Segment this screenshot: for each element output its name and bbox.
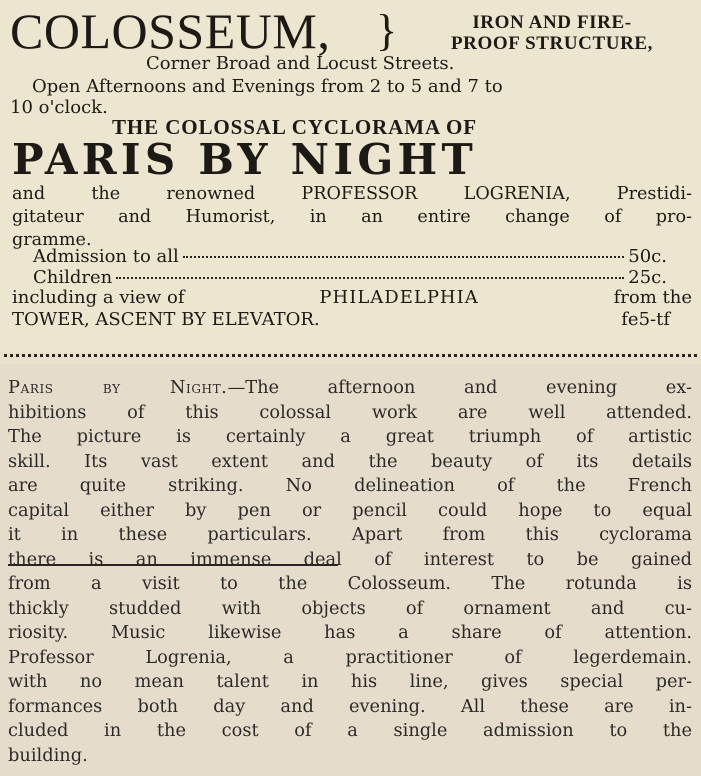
article-line: capital either by pen or pencil could hope to equal bbox=[8, 499, 692, 521]
ad-header bbox=[10, 3, 694, 59]
brace-mark: } bbox=[376, 6, 398, 55]
article-line: building. bbox=[8, 744, 88, 766]
ad-code: fe5-tf bbox=[621, 309, 670, 330]
dotted-separator bbox=[4, 354, 697, 357]
professor-line-2: gitateur and Humorist, in an entire change of pro- bbox=[12, 207, 692, 227]
including-line bbox=[12, 287, 692, 309]
address-line: Corner Broad and Locust Streets. bbox=[146, 53, 455, 74]
article-line: formances both day and evening. All these are in- bbox=[8, 695, 692, 717]
including-text: including a view of bbox=[12, 287, 185, 308]
article-line: riosity. Music likewise has a share of attention. bbox=[8, 622, 692, 643]
article-line: thickly studded with objects of ornament and cu- bbox=[8, 597, 692, 619]
fee-label: Children bbox=[33, 267, 113, 288]
tower-line bbox=[12, 309, 670, 331]
fee-row-admission bbox=[33, 246, 667, 268]
article-line: skill. Its vast extent and the beauty of its details bbox=[8, 450, 692, 472]
cyclorama-subtitle: THE COLOSSAL CYCLORAMA OF bbox=[112, 115, 477, 139]
article-line: hibitions of this colossal work are well attended. bbox=[8, 401, 692, 423]
article-line: are quite striking. No delineation of the French bbox=[8, 475, 692, 496]
article-line: it in these particulars. Apart from this cyclorama bbox=[8, 524, 692, 545]
colosseum-advertisement bbox=[0, 0, 701, 352]
article-paris-by-night bbox=[0, 364, 701, 776]
article-line: from a visit to the Colosseum. The rotunda is bbox=[8, 573, 692, 594]
strike-through-mark bbox=[8, 564, 338, 566]
professor-paragraph bbox=[12, 183, 692, 252]
philadelphia-text: PHILADELPHIA bbox=[319, 287, 479, 308]
fee-label: Admission to all bbox=[33, 246, 179, 267]
professor-line-1: and the renowned PROFESSOR LOGRENIA, Prestidi- bbox=[12, 184, 692, 204]
article-line: The picture is certainly a great triumph of artistic bbox=[8, 426, 692, 447]
article-line: there is an immense deal of interest to be gained bbox=[8, 548, 692, 570]
fee-row-children bbox=[33, 267, 667, 289]
structure-line-1: IRON AND FIRE- bbox=[472, 12, 632, 33]
article-line: with no mean talent in his line, gives special per- bbox=[8, 671, 692, 692]
fee-price: 50c. bbox=[628, 246, 667, 267]
article-line: Professor Logrenia, a practitioner of legerdemain. bbox=[8, 646, 692, 668]
hours-line-1: Open Afternoons and Evenings from 2 to 5 and 7 to bbox=[32, 76, 503, 97]
article-line: cluded in the cost of a single admission to the bbox=[8, 720, 692, 741]
venue-name: COLOSSEUM, bbox=[10, 3, 331, 59]
headline-paris-by-night: PARIS BY NIGHT bbox=[12, 135, 478, 184]
dot-leader bbox=[183, 256, 625, 258]
article-paragraph bbox=[8, 376, 692, 768]
structure-note bbox=[408, 12, 696, 54]
tower-text: TOWER, ASCENT BY ELEVATOR. bbox=[12, 309, 320, 330]
article-line: Paris by Night.—The afternoon and evening ex- bbox=[8, 377, 692, 398]
dot-leader bbox=[116, 277, 624, 279]
from-the-text: from the bbox=[613, 287, 692, 308]
structure-line-2: PROOF STRUCTURE, bbox=[450, 33, 654, 54]
article-lead: Paris by Night. bbox=[8, 377, 228, 398]
professor-line-3: gramme. bbox=[12, 230, 92, 250]
hours-line-2: 10 o'clock. bbox=[10, 97, 108, 118]
fee-price: 25c. bbox=[628, 267, 667, 288]
